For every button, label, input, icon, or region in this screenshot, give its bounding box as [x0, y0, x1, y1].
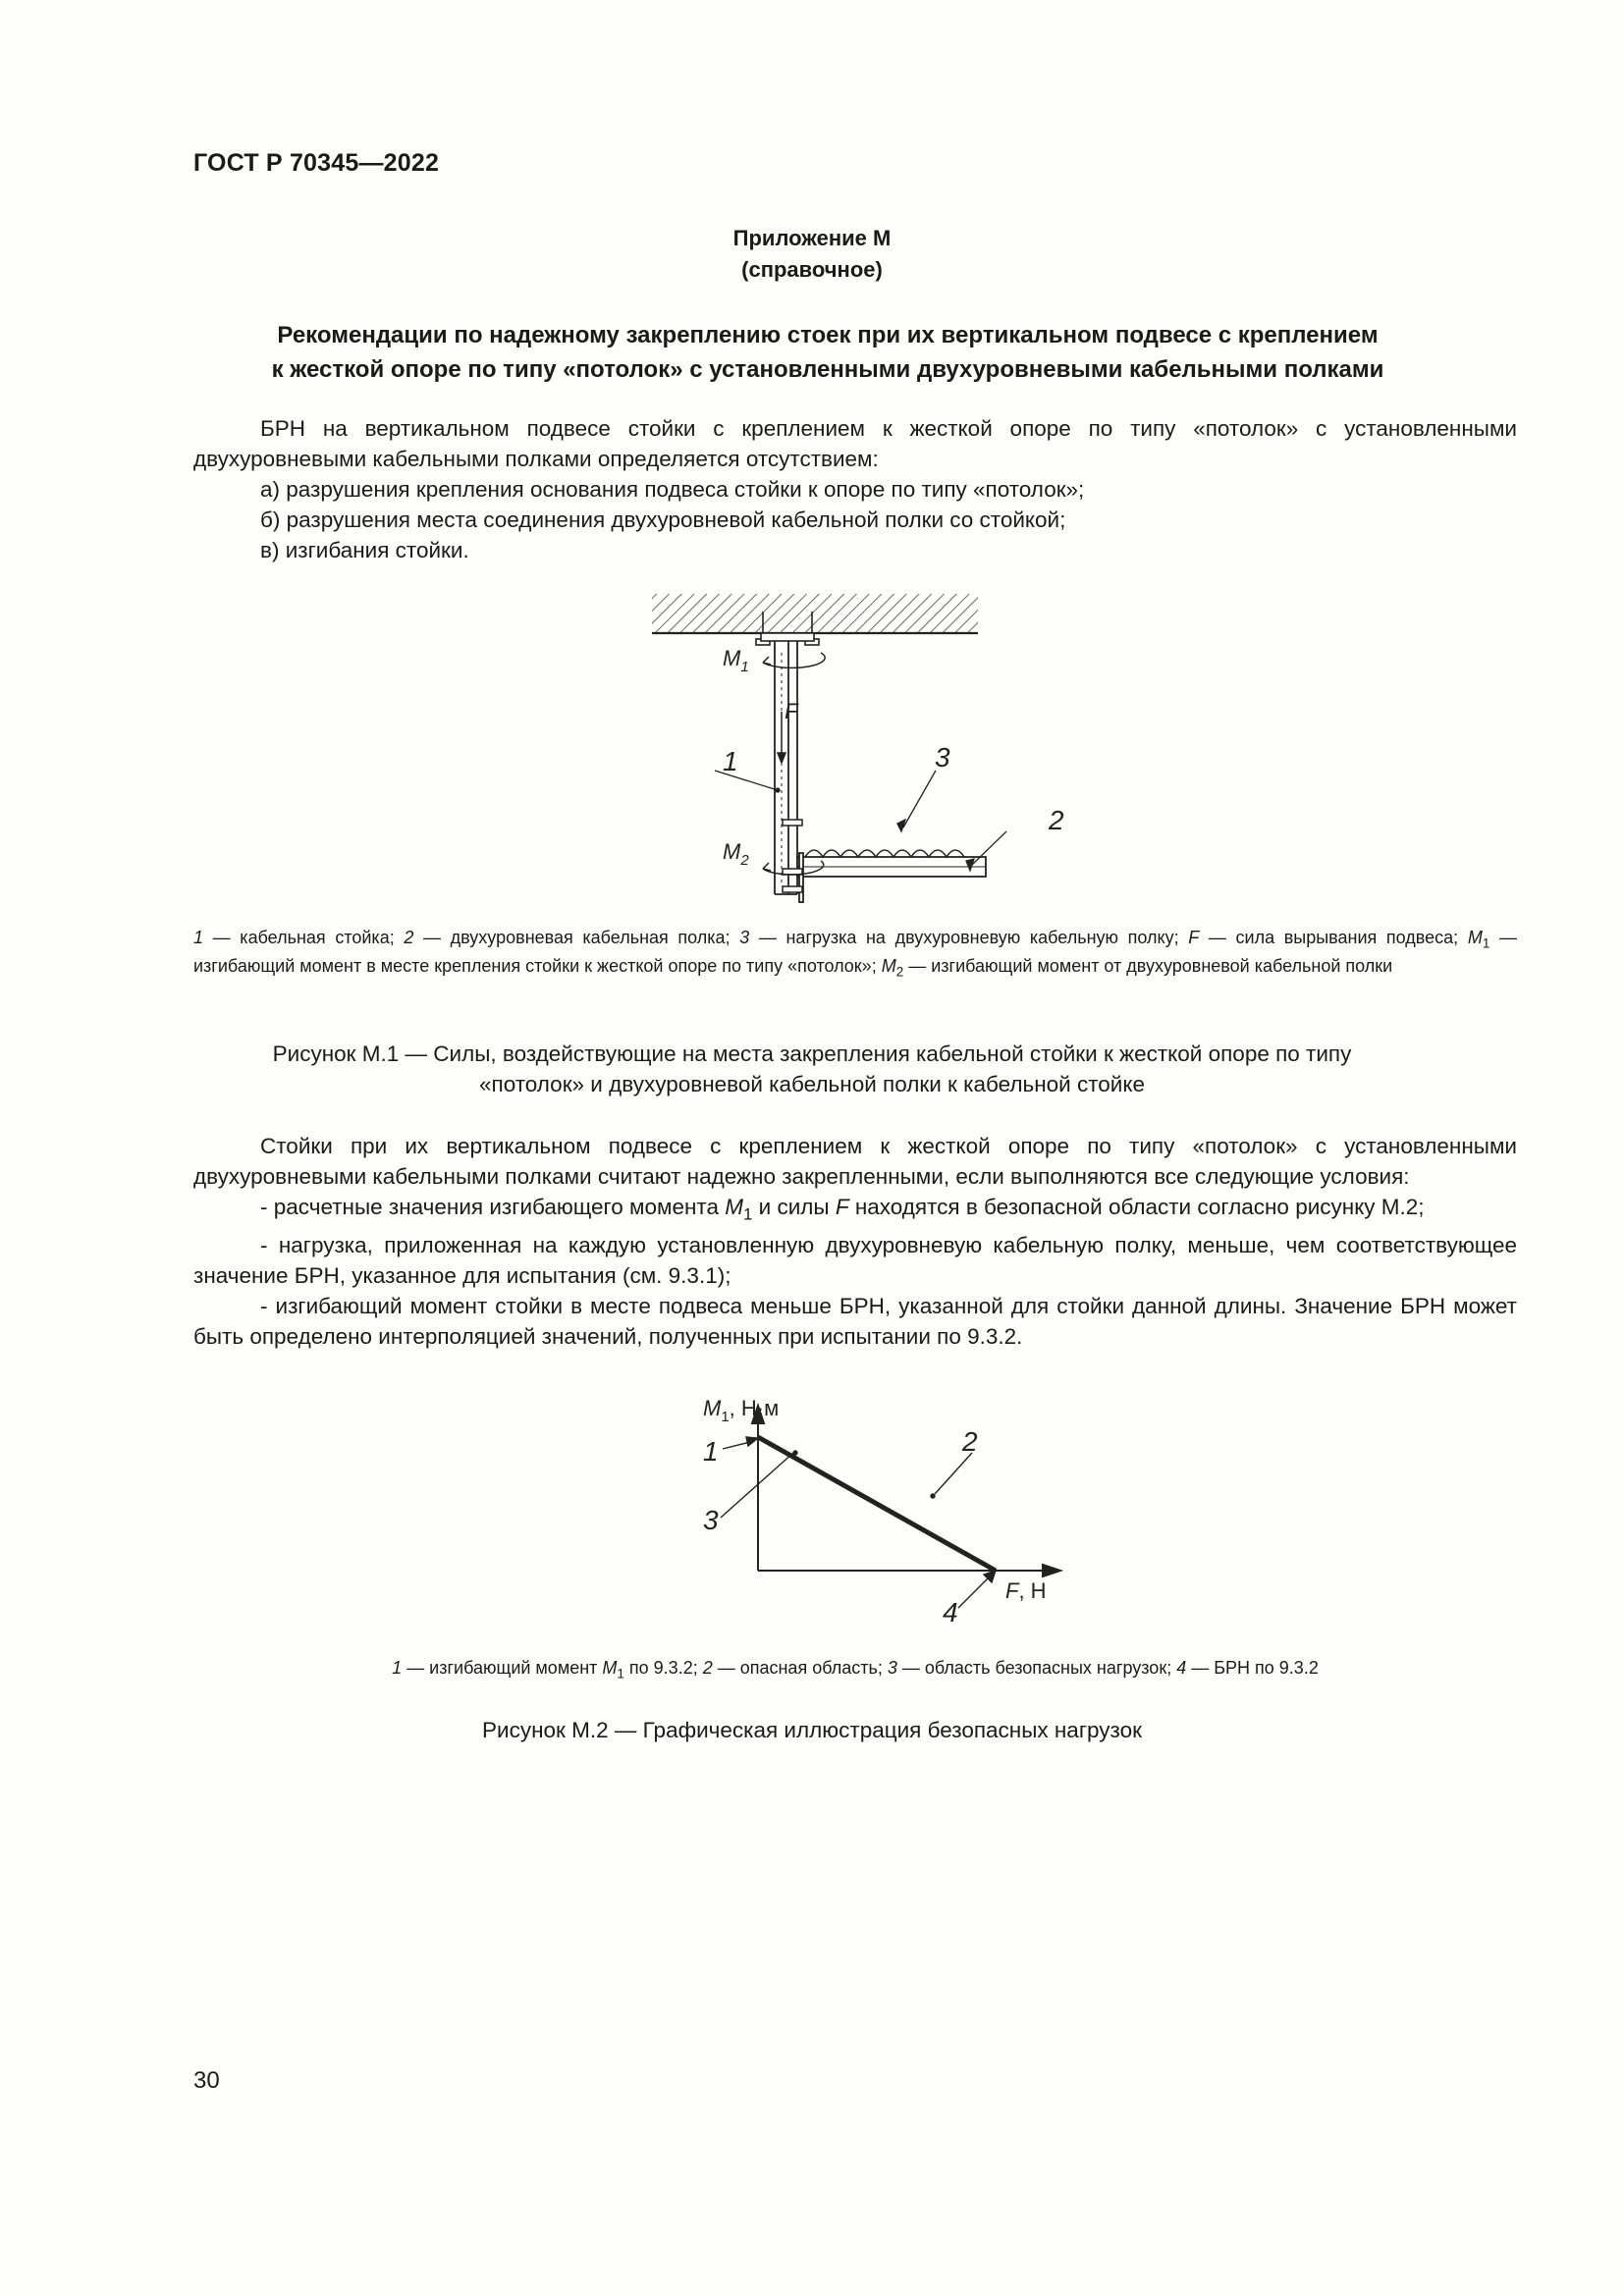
- graph-label-4: 4: [943, 1597, 958, 1628]
- figure-m2-caption: Рисунок М.2 — Графическая иллюстрация безопасных нагрузок: [482, 1718, 1142, 1742]
- figure-m2-graph: [648, 1394, 1080, 1629]
- label-m2: $M_2$: [723, 839, 749, 869]
- condition-2: - нагрузка, приложенная на каждую установленную двухуровневую кабельную полку, меньше, чем соответствующее значение БРН, указанное для испытания (см. 9.3.1);: [193, 1232, 1517, 1288]
- document-header: ГОСТ Р 70345—2022: [193, 149, 440, 177]
- condition-3: - изгибающий момент стойки в месте подвеса меньше БРН, указанной для стойки данной длины. Значение БРН может быть определено интерполяцией значений, полученных при испытании по 9.3.2.: [193, 1293, 1517, 1349]
- condition-1: - расчетные значения изгибающего момента $M_1$ и силы F находятся в безопасной области согласно рисунку М.2;: [260, 1195, 1425, 1224]
- moment-m1-arrow: [763, 653, 825, 667]
- section-title-line-1: Рекомендации по надежному закреплению стоек при их вертикальном подвесе с креплением: [277, 322, 1379, 348]
- appendix-title: Приложение М: [732, 226, 892, 250]
- legend-key-2: 2: [404, 928, 414, 947]
- label-m1: $M_1$: [723, 646, 749, 675]
- legend-text-2: — двухуровневая кабельная полка;: [413, 928, 740, 947]
- legend-key-m2: M: [881, 955, 896, 976]
- label-f: F: [785, 699, 798, 723]
- figure-m1-diagram: [628, 584, 1100, 908]
- intro-text: БРН на вертикальном подвесе стойки с креплением к жесткой опоре по типу «потолок» с установленными двухуровневыми кабельными полками определяется отсутствием:: [193, 416, 1517, 471]
- graph-label-2: 2: [962, 1426, 978, 1457]
- graph-label-3: 3: [703, 1505, 719, 1535]
- legend-key-m1-sub: 1: [1482, 935, 1490, 951]
- x-axis-label: F, Н: [1005, 1578, 1047, 1603]
- intro-item-c: в) изгибания стойки.: [260, 538, 469, 562]
- appendix-type: (справочное): [741, 257, 883, 282]
- legend-text-f: — сила вырывания подвеса;: [1199, 928, 1468, 947]
- ceiling-hatch: [652, 594, 978, 633]
- load-cables: [805, 850, 964, 857]
- legend-key-f: F: [1188, 928, 1200, 947]
- legend-text-m2: — изгибающий момент от двухуровневой кабельной полки: [903, 955, 1393, 976]
- figure-m2-legend: 1 — изгибающий момент $M_1$ по 9.3.2; 2 — опасная область; 3 — область безопасных нагрузок; 4 — БРН по 9.3.2: [392, 1658, 1319, 1682]
- y-axis-label: $M_1$, Н·м: [703, 1396, 780, 1425]
- label-1: 1: [723, 746, 738, 776]
- base-plate: [761, 633, 814, 641]
- legend-text-3: — нагрузка на двухуровневую кабельную полку;: [749, 928, 1189, 947]
- intro-item-b: б) разрушения места соединения двухуровневой кабельной полки со стойкой;: [260, 507, 1066, 532]
- conditions-paragraph: [193, 1131, 1517, 1352]
- cable-shelf: [797, 853, 986, 902]
- label-3: 3: [935, 742, 950, 773]
- legend-key-m1: M: [1467, 928, 1483, 947]
- figure-m1-legend: [193, 927, 1517, 983]
- section-title-line-2: к жесткой опоре по типу «потолок» с установленными двухуровневыми кабельными полками: [271, 356, 1384, 383]
- leader-1-arrow: [746, 1437, 758, 1446]
- intro-paragraph: [193, 413, 1517, 565]
- graph-label-1: 1: [703, 1436, 719, 1467]
- x-axis-arrowhead: [1043, 1565, 1060, 1576]
- boundary-line: [758, 1437, 996, 1571]
- cable-rack: [775, 641, 797, 894]
- legend-text-m1: — изгибающий момент в месте крепления стойки к жесткой опоре по типу «потолок»;: [193, 928, 1517, 976]
- conditions-text: Стойки при их вертикальном подвесе с креплением к жесткой опоре по типу «потолок» с установленными двухуровневыми кабельными полками считают надежно закрепленными, если выполняются все следующие условия:: [193, 1134, 1517, 1189]
- page-number: 30: [193, 2067, 220, 2094]
- leader-2-dot: [931, 1494, 935, 1498]
- figure-m1-caption-line-1: Рисунок М.1 — Силы, воздействующие на места закрепления кабельной стойки к жесткой опоре по типу: [272, 1041, 1352, 1066]
- intro-item-a: а) разрушения крепления основания подвеса стойки к опоре по типу «потолок»;: [260, 477, 1085, 502]
- label-2: 2: [1049, 805, 1064, 835]
- section-title: [137, 318, 1518, 387]
- figure-m1-caption-line-2: «потолок» и двухуровневой кабельной полки к кабельной стойке: [479, 1072, 1145, 1096]
- legend-key-3: 3: [739, 928, 750, 947]
- legend-key-m2-sub: 2: [895, 964, 904, 980]
- figure-m1-caption: [0, 1039, 1624, 1099]
- legend-text-1: — кабельная стойка;: [203, 928, 405, 947]
- leader-3-dot: [793, 1451, 797, 1455]
- legend-key-1: 1: [193, 928, 204, 947]
